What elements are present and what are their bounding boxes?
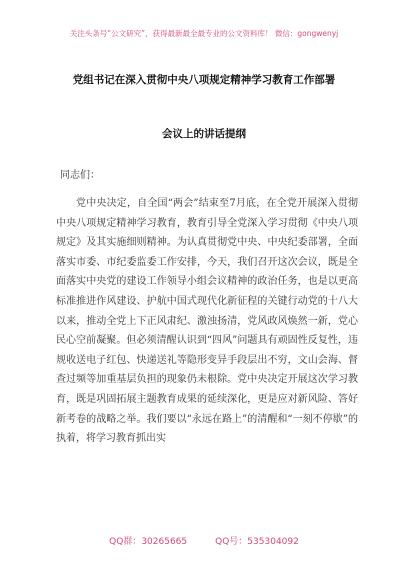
footer-contact <box>0 534 408 547</box>
footer-qq-group: QQ群：30265665 <box>109 537 188 547</box>
footer-qq-number: QQ号：535304092 <box>215 537 299 547</box>
document-title-line-1: 党组书记在深入贯彻中央八项规定精神学习教育工作部署 <box>72 74 336 86</box>
body-paragraph: 党中央决定，自全国“两会”结束至7月底，在全党开展深入贯彻中央八项规定精神学习教育，教育引导全党深入学习贯彻《中央八项规定》及其实施细则精神。为认真贯彻党中央、中央纪委部署，全面落实市委、市纪委监委工作安排，今天，我们召开这次会议，既是全面落实中央党的建设工作领导小组会议精神的政治任务，也是以更高标准推进作风建设、护航中国式现代化新征程的关键行动党的十八大以来，推动全党上下正风肃纪、激浊扬清，党风政风焕然一新，党心民心空前凝聚。但必须清醒认识到“四风”问题具有顽固性反复性，违规收送电子红包、快递送礼等隐形变异手段层出不穷，文山会海、督查过频等加重基层负担的现象仍未根除。党中央决定开展这次学习教育，既是巩固拓展主题教育成果的延续深化，更是应对新风险、答好新考卷的战略之举。我们要以“永远在路上”的清醒和“一刻不停歇”的执着，将学习教育抓出实 <box>56 198 358 445</box>
document-title-line-2: 会议上的讲话提纲 <box>162 128 246 140</box>
header-banner: 关注头条号“公文研究”，获得最新最全最专业的公文资料库！ 微信：gongwenyj <box>69 29 339 38</box>
salutation: 同志们： <box>60 170 100 181</box>
